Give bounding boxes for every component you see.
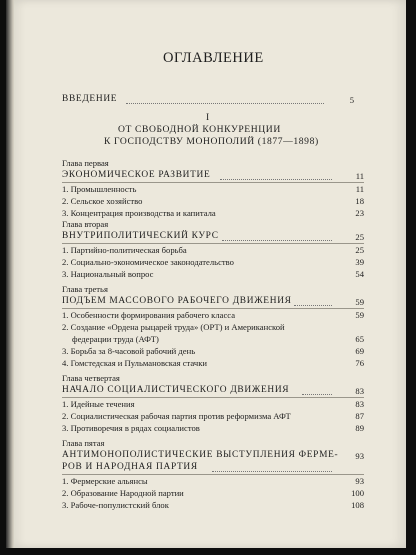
leader-dots xyxy=(212,471,332,472)
section-item-continued: федерации труда (АФТ) xyxy=(72,334,159,344)
chapter-label: Глава вторая xyxy=(62,219,109,229)
section-page: 25 xyxy=(355,245,364,255)
part-title-line-2: К ГОСПОДСТВУ МОНОПОЛИЙ (1877—1898) xyxy=(104,136,319,147)
chapter-rule xyxy=(62,308,364,309)
section-page: 76 xyxy=(355,358,364,368)
chapter-page: 11 xyxy=(355,171,364,181)
section-page: 100 xyxy=(351,488,364,498)
section-page: 83 xyxy=(355,399,364,409)
chapter-title: НАЧАЛО СОЦИАЛИСТИЧЕСКОГО ДВИЖЕНИЯ xyxy=(62,385,290,395)
section-page: 93 xyxy=(355,476,364,486)
section-page: 11 xyxy=(355,184,364,194)
section-item: 1. Особенности формирования рабочего класса xyxy=(62,310,236,320)
section-page: 65 xyxy=(355,334,364,344)
chapter-title: ПОДЪЕМ МАССОВОГО РАБОЧЕГО ДВИЖЕНИЯ xyxy=(62,296,292,306)
chapter-rule xyxy=(62,243,364,244)
section-item: 3. Национальный вопрос xyxy=(62,269,154,279)
section-item: 1. Промышленность xyxy=(62,184,137,194)
chapter-label: Глава пятая xyxy=(62,438,105,448)
chapter-rule xyxy=(62,474,364,475)
section-item: 3. Рабоче-популистский блок xyxy=(62,500,169,510)
section-item: 3. Борьба за 8-часовой рабочий день xyxy=(62,346,196,356)
part-number: I xyxy=(206,112,210,123)
chapter-page: 83 xyxy=(355,386,364,396)
leader-dots xyxy=(126,103,324,104)
leader-dots xyxy=(222,240,332,241)
page-title: ОГЛАВЛЕНИЕ xyxy=(163,50,264,66)
section-item: 1. Партийно-политическая борьба xyxy=(62,245,187,255)
leader-dots xyxy=(220,179,332,180)
chapter-page: 93 xyxy=(355,451,364,461)
chapter-label: Глава первая xyxy=(62,158,109,168)
book-page xyxy=(14,0,406,548)
leader-dots xyxy=(294,305,332,306)
section-item: 1. Идейные течения xyxy=(62,399,135,409)
section-page: 23 xyxy=(355,208,364,218)
toc-intro-page: 5 xyxy=(349,95,354,105)
section-page: 89 xyxy=(355,423,364,433)
section-item: 2. Сельское хозяйство xyxy=(62,196,143,206)
chapter-label: Глава третья xyxy=(62,284,108,294)
part-title-line-1: ОТ СВОБОДНОЙ КОНКУРЕНЦИИ xyxy=(118,124,281,135)
chapter-title: АНТИМОНОПОЛИСТИЧЕСКИЕ ВЫСТУПЛЕНИЯ ФЕРМЕ- xyxy=(62,450,339,460)
section-item: 2. Социалистическая рабочая партия против реформизма АФТ xyxy=(62,411,291,421)
section-page: 59 xyxy=(355,310,364,320)
section-page: 69 xyxy=(355,346,364,356)
chapter-title-continued: РОВ И НАРОДНАЯ ПАРТИЯ xyxy=(62,462,198,472)
chapter-title: ВНУТРИПОЛИТИЧЕСКИЙ КУРС xyxy=(62,231,219,241)
section-item: 1. Фермерские альянсы xyxy=(62,476,148,486)
section-item: 3. Противоречия в рядах социалистов xyxy=(62,423,200,433)
section-item: 2. Создание «Ордена рыцарей труда» (ОРТ) и Американской xyxy=(62,322,285,332)
section-page: 87 xyxy=(355,411,364,421)
section-item: 2. Образование Народной партии xyxy=(62,488,184,498)
section-page: 54 xyxy=(355,269,364,279)
section-page: 39 xyxy=(355,257,364,267)
leader-dots xyxy=(302,394,332,395)
section-page: 18 xyxy=(355,196,364,206)
chapter-title: ЭКОНОМИЧЕСКОЕ РАЗВИТИЕ xyxy=(62,170,211,180)
section-item: 2. Социально-экономическое законодательство xyxy=(62,257,234,267)
chapter-rule xyxy=(62,397,364,398)
section-item: 4. Гомстедская и Пульмановская стачки xyxy=(62,358,207,368)
chapter-label: Глава четвертая xyxy=(62,373,120,383)
chapter-page: 59 xyxy=(355,297,364,307)
toc-intro-label: ВВЕДЕНИЕ xyxy=(62,94,118,104)
section-page: 108 xyxy=(351,500,364,510)
chapter-page: 25 xyxy=(355,232,364,242)
section-item: 3. Концентрация производства и капитала xyxy=(62,208,216,218)
chapter-rule xyxy=(62,182,364,183)
